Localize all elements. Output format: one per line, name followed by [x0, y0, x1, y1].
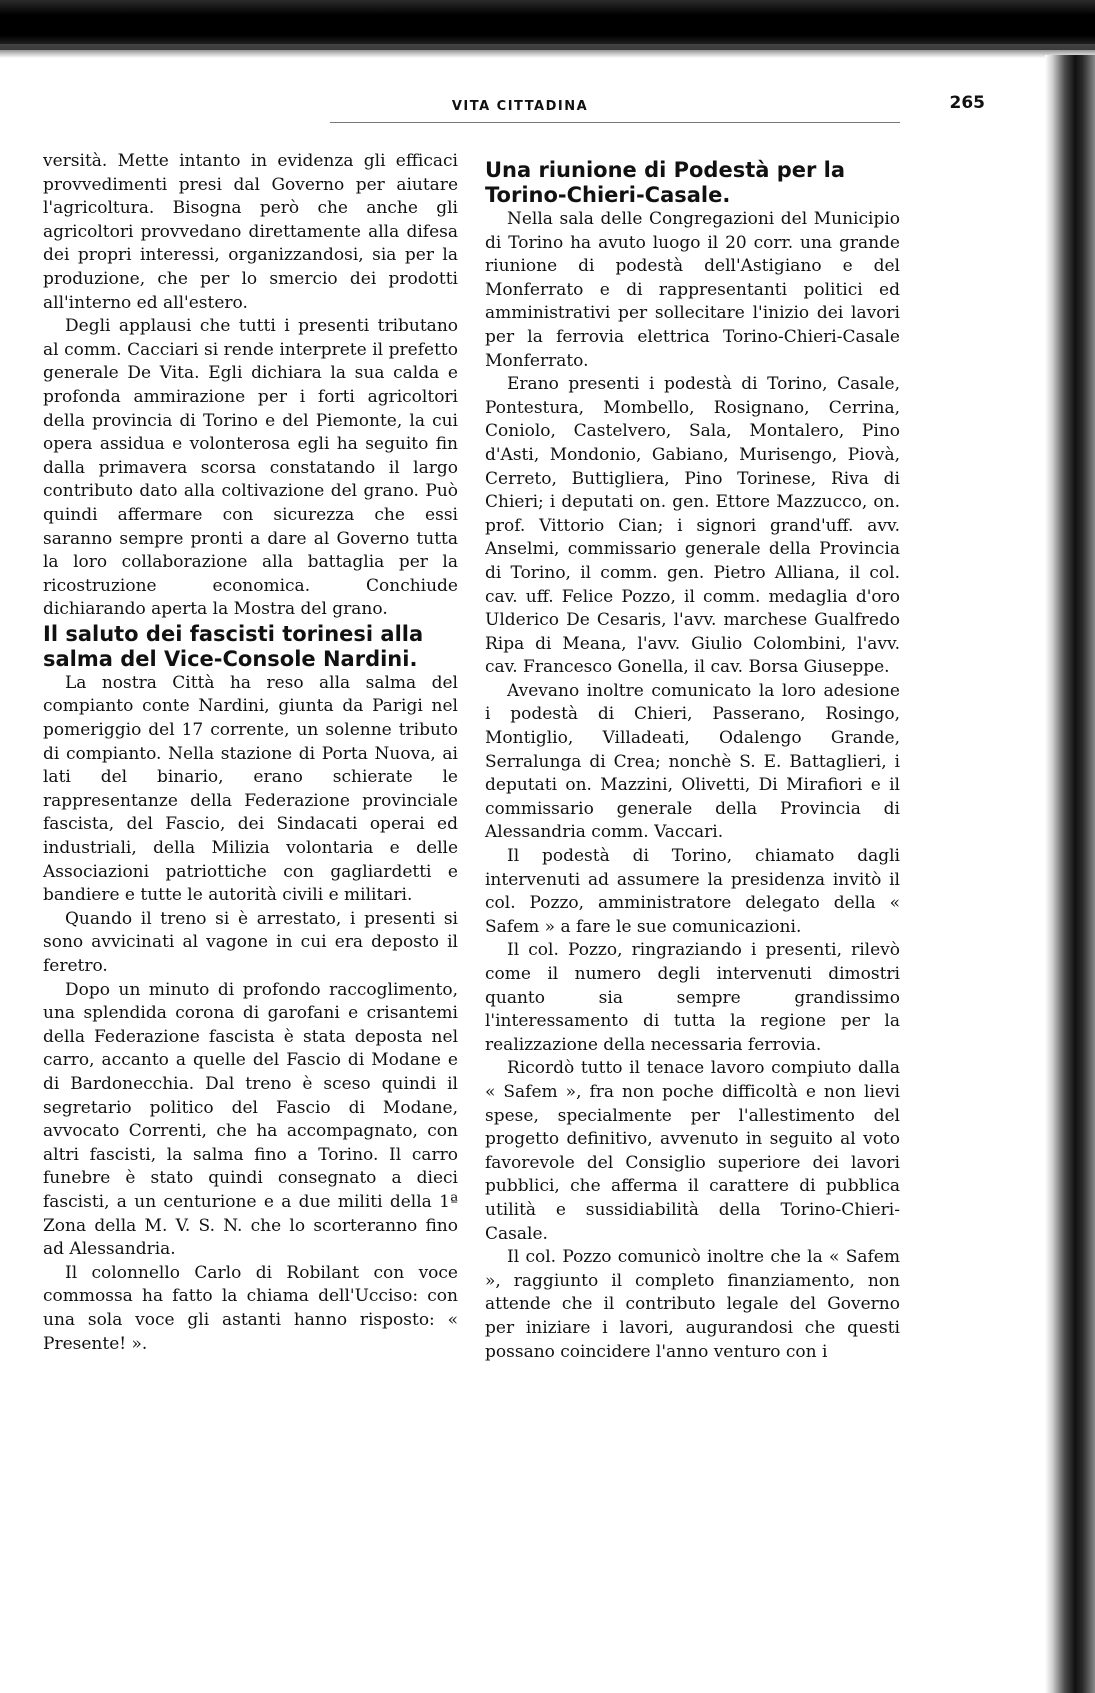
- left-paragraph: Quando il treno si è arrestato, i presenti si sono avvicinati al vagone in cui era deposto il feretro.: [43, 908, 458, 976]
- right-paragraph: Il podestà di Torino, chiamato dagli intervenuti ad assumere la presidenza invitò il col. Pozzo, amministratore delegato della « Safem » a fare le sue comunicazioni.: [485, 846, 900, 937]
- left-paragraph: Il colonnello Carlo di Robilant con voce commossa ha fatto la chiama dell'Ucciso: con una sola voce gli astanti hanno risposto: « Presente! ».: [43, 1262, 458, 1354]
- left-paragraph: La nostra Città ha reso alla salma del compianto conte Nardini, giunta da Parigi nel pomeriggio del 17 corrente, un solenne tributo di compianto. Nella stazione di Porta Nuova, ai lati del binario, erano schierate le rappresentanze della Federazione provinciale fascista, del Fascio, dei Sindacati operai ed industriali, della Milizia volontaria e delle Associazioni patriottiche con gagliardetti e bandiere e tutte le autorità civili e militari.: [43, 672, 458, 906]
- article-heading-podesta: Una riunione di Podestà per la Torino-Chieri-Casale.: [485, 158, 846, 207]
- scan-binding-edge: [1045, 55, 1095, 1693]
- right-paragraph: Ricordò tutto il tenace lavoro compiuto dalla « Safem », fra non poche difficoltà e non lievi spese, specialmente per l'allestimento del progetto definitivo, avvenuto in seguito al voto favorevole del Consiglio superiore dei lavori pubblici, che afferma il carattere di pubblica utilità e sussidiabilità della Torino-Chieri-Casale.: [485, 1058, 900, 1244]
- left-column: [43, 150, 458, 1356]
- right-paragraph: Erano presenti i podestà di Torino, Casale, Pontestura, Mombello, Rosignano, Cerrina, Coniolo, Castelvero, Sala, Montalero, Pino d'Asti, Mondonio, Gabiano, Murisengo, Piovà, Cerreto, Buttigliera, Pino Torinese, Riva di Chieri; i deputati on. gen. Ettore Mazzucco, on. prof. Vittorio Cian; i signori grand'uff. avv. Anselmi, commissario generale della Provincia di Torino, il comm. gen. Pietro Alliana, il col. cav. uff. Felice Pozzo, il comm. medaglia d'oro Ulderico De Cesaris, l'avv. marchese Gualfredo Ripa di Meana, l'avv. Giulio Colombini, l'avv. cav. Francesco Gonella, il cav. Borsa Giuseppe.: [485, 374, 900, 678]
- right-column: [485, 158, 900, 1364]
- right-paragraph: Il col. Pozzo, ringraziando i presenti, rilevò come il numero degli intervenuti dimostri quanto sia sempre grandissimo l'interessamento di tutta la regione per la realizzazione della necessaria ferrovia.: [485, 940, 900, 1055]
- page-number: 265: [949, 93, 985, 113]
- scan-top-shadow: [0, 44, 1095, 58]
- scan-top-border: [0, 0, 1095, 50]
- left-paragraph: Dopo un minuto di profondo raccoglimento, una splendida corona di garofani e crisantemi della Federazione fascista è stata deposta nel carro, accanto a quelle del Fascio di Modane e di Bardonecchia. Dal treno è sceso quindi il segretario politico del Fascio di Modane, avvocato Correnti, che ha accompagnato, con altri fascisti, la salma fino a Torino. Il carro funebre è stato quindi consegnato a dieci fascisti, a un centurione e a due militi della 1ª Zona della M. V. S. N. che lo scorteranno fino ad Alessandria.: [43, 979, 458, 1260]
- left-paragraph: versità. Mette intanto in evidenza gli efficaci provvedimenti presi dal Governo per aiutare l'agricoltura. Bisogna però che anche gli agricoltori provvedano direttamente alla difesa dei propri interessi, organizzandosi, sia per la produzione, che per lo smercio dei prodotti all'interno ed all'estero.: [43, 151, 458, 313]
- left-paragraph: Degli applausi che tutti i presenti tributano al comm. Cacciari si rende interprete il prefetto generale De Vita. Egli dichiara la sua calda e profonda ammirazione per i forti agricoltori della provincia di Torino e del Piemonte, la cui opera assidua e volonterosa egli ha seguito fin dalla primavera scorsa constatando il largo contributo dato alla coltivazione del grano. Può quindi affermare con sicurezza che essi saranno sempre pronti a dare al Governo tutta la loro collaborazione alla battaglia per la ricostruzione economica. Conchiude dichiarando aperta la Mostra del grano.: [43, 316, 458, 620]
- right-paragraph: Nella sala delle Congregazioni del Municipio di Torino ha avuto luogo il 20 corr. una grande riunione di podestà dell'Astigiano e del Monferrato e di rappresentanti politici ed amministrativi per sollecitare l'inizio dei lavori per la ferrovia elettrica Torino-Chieri-Casale Monferrato.: [485, 209, 900, 371]
- header-rule: [330, 122, 900, 123]
- right-paragraph: Il col. Pozzo comunicò inoltre che la « Safem », raggiunto il completo finanziamento, non attende che il contributo legale del Governo per iniziare i lavori, augurandosi che questi possano coincidere l'anno venturo con i: [485, 1247, 900, 1362]
- article-heading-nardini: Il saluto dei fascisti torinesi alla salma del Vice-Console Nardini.: [43, 621, 424, 671]
- right-paragraph: Avevano inoltre comunicato la loro adesione i podestà di Chieri, Passerano, Rosingo, Montiglio, Villadeati, Odalengo Grande, Serralunga di Crea; nonchè S. E. Battaglieri, i deputati on. Mazzini, Olivetti, Di Mirafiori e il commissario generale della Provincia di Alessandria comm. Vaccari.: [485, 680, 900, 843]
- running-head: VITA CITTADINA: [451, 99, 589, 114]
